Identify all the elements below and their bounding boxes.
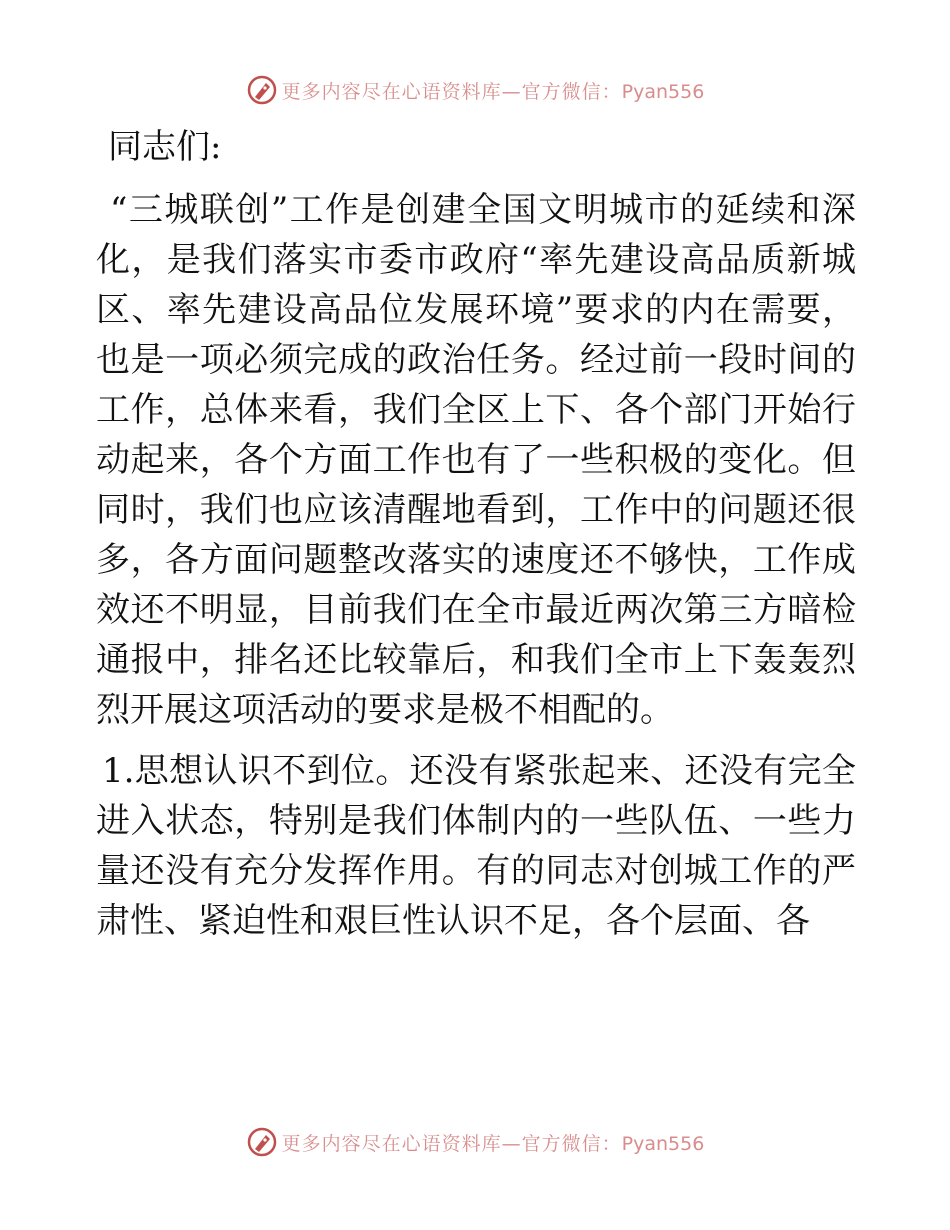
footer-watermark-banner xyxy=(0,1122,950,1162)
footer-watermark-label: 更多内容尽在心语资料库—官方微信： xyxy=(281,1132,622,1155)
document-body xyxy=(96,122,856,946)
paragraph-point-1: 1.思想认识不到位。还没有紧张起来、还没有完全进入状态，特别是我们体制内的一些队伍、一些力量还没有充分发挥作用。有的同志对创城工作的严肃性、紧迫性和艰巨性认识不足，各个层面、各 xyxy=(96,751,856,941)
header-watermark-banner xyxy=(0,70,950,110)
paragraph-intro: “三城联创”工作是创建全国文明城市的延续和深化，是我们落实市委市政府“率先建设高品质新城区、率先建设高品位发展环境”要求的内在需要，也是一项必须完成的政治任务。经过前一段时间的工作，总体来看，我们全区上下、各个部门开始行动起来，各个方面工作也有了一些积极的变化。但同时，我们也应该清醒地看到，工作中的问题还很多，各方面问题整改落实的速度还不够快，工作成效还不明显，目前我们在全市最近两次第三方暗检通报中，排名还比较靠后，和我们全市上下轰轰烈烈开展这项活动的要求是极不相配的。 xyxy=(96,190,856,730)
header-watermark-text xyxy=(282,77,705,104)
header-watermark-label: 更多内容尽在心语资料库—官方微信： xyxy=(281,80,622,103)
salutation: 同志们: xyxy=(108,127,222,167)
pen-nib-icon xyxy=(246,74,278,106)
footer-watermark-text xyxy=(282,1129,705,1156)
footer-watermark-account: Pyan556 xyxy=(621,1132,705,1155)
header-watermark-account: Pyan556 xyxy=(621,80,705,103)
pen-nib-icon xyxy=(246,1126,278,1158)
